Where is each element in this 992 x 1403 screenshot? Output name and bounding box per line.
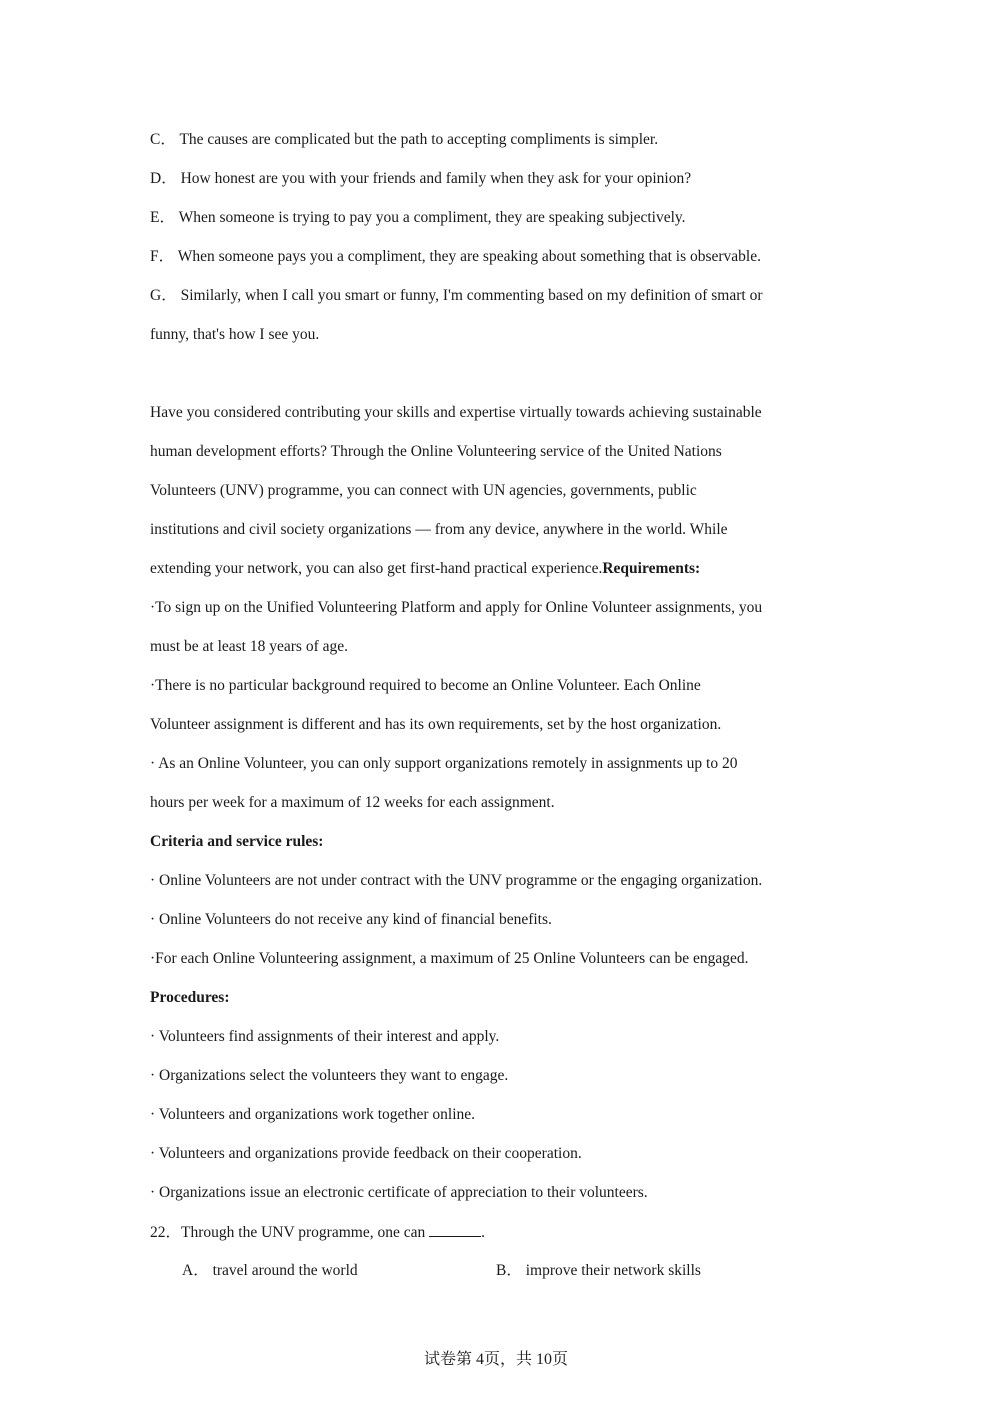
- option-text: improve their network skills: [525, 1262, 701, 1279]
- requirement-line: ·There is no particular background required to become an Online Volunteer. Each Online: [150, 677, 701, 694]
- option-f: [150, 247, 761, 267]
- requirement-line: hours per week for a maximum of 12 weeks for each assignment.: [150, 794, 555, 811]
- answer-blank: [429, 1222, 481, 1237]
- procedure-line: · Volunteers and organizations provide feedback on their cooperation.: [150, 1145, 582, 1162]
- procedure-line: · Volunteers find assignments of their interest and apply.: [150, 1028, 500, 1045]
- procedure-line: · Volunteers and organizations work together online.: [150, 1106, 476, 1123]
- option-letter: A．: [182, 1262, 209, 1279]
- requirements-heading: Requirements:: [602, 560, 701, 577]
- requirement-line: · As an Online Volunteer, you can only support organizations remotely in assignments up to 20: [150, 755, 738, 772]
- option-text: The causes are complicated but the path to accepting compliments is simpler.: [179, 131, 659, 148]
- option-text: Similarly, when I call you smart or funny, I'm commenting based on my definition of smart or: [180, 287, 763, 304]
- passage-line: human development efforts? Through the Online Volunteering service of the United Nations: [150, 443, 722, 460]
- page-footer: 试卷第 4页，共 10页: [423, 1351, 568, 1368]
- option-text: When someone is trying to pay you a compliment, they are speaking subjectively.: [178, 209, 686, 226]
- option-letter: F．: [150, 248, 175, 265]
- passage-line: Volunteers (UNV) programme, you can connect with UN agencies, governments, public: [150, 482, 697, 499]
- question-stem: Through the UNV programme, one can: [181, 1224, 426, 1241]
- option-text: How honest are you with your friends and family when they ask for your opinion?: [180, 170, 692, 187]
- criteria-line: · Online Volunteers do not receive any kind of financial benefits.: [150, 911, 552, 928]
- option-letter: D．: [150, 170, 177, 187]
- requirement-line: must be at least 18 years of age.: [150, 638, 348, 655]
- question-22: [150, 1222, 485, 1243]
- passage-line: institutions and civil society organizations — from any device, anywhere in the world. While: [150, 521, 728, 538]
- option-letter: B．: [496, 1262, 522, 1279]
- criteria-heading: Criteria and service rules:: [150, 833, 324, 850]
- criteria-line: ·For each Online Volunteering assignment, a maximum of 25 Online Volunteers can be engaged.: [150, 950, 749, 967]
- passage-text: extending your network, you can also get first-hand practical experience.: [150, 560, 603, 577]
- question-stem-end: .: [481, 1224, 485, 1241]
- passage-line: [150, 559, 700, 579]
- requirement-line: Volunteer assignment is different and has its own requirements, set by the host organization.: [150, 716, 722, 733]
- option-text: travel around the world: [212, 1262, 358, 1279]
- option-g: [150, 286, 763, 306]
- answer-option-a[interactable]: [182, 1261, 358, 1281]
- option-letter: G．: [150, 287, 177, 304]
- criteria-line: · Online Volunteers are not under contract with the UNV programme or the engaging organization.: [150, 872, 763, 889]
- requirement-line: ·To sign up on the Unified Volunteering Platform and apply for Online Volunteer assignments, you: [150, 599, 763, 616]
- procedure-line: · Organizations issue an electronic certificate of appreciation to their volunteers.: [150, 1184, 648, 1201]
- option-text: When someone pays you a compliment, they are speaking about something that is observable.: [177, 248, 761, 265]
- passage-line: Have you considered contributing your skills and expertise virtually towards achieving sustainable: [150, 404, 762, 421]
- option-e: [150, 208, 686, 228]
- procedure-line: · Organizations select the volunteers they want to engage.: [150, 1067, 509, 1084]
- answer-option-b[interactable]: [496, 1261, 701, 1281]
- option-letter: E．: [150, 209, 175, 226]
- option-g-continued: funny, that's how I see you.: [150, 326, 320, 343]
- option-d: [150, 169, 691, 189]
- option-c: [150, 130, 658, 150]
- option-letter: C．: [150, 131, 176, 148]
- question-number: 22．: [150, 1224, 182, 1241]
- procedures-heading: Procedures:: [150, 989, 230, 1006]
